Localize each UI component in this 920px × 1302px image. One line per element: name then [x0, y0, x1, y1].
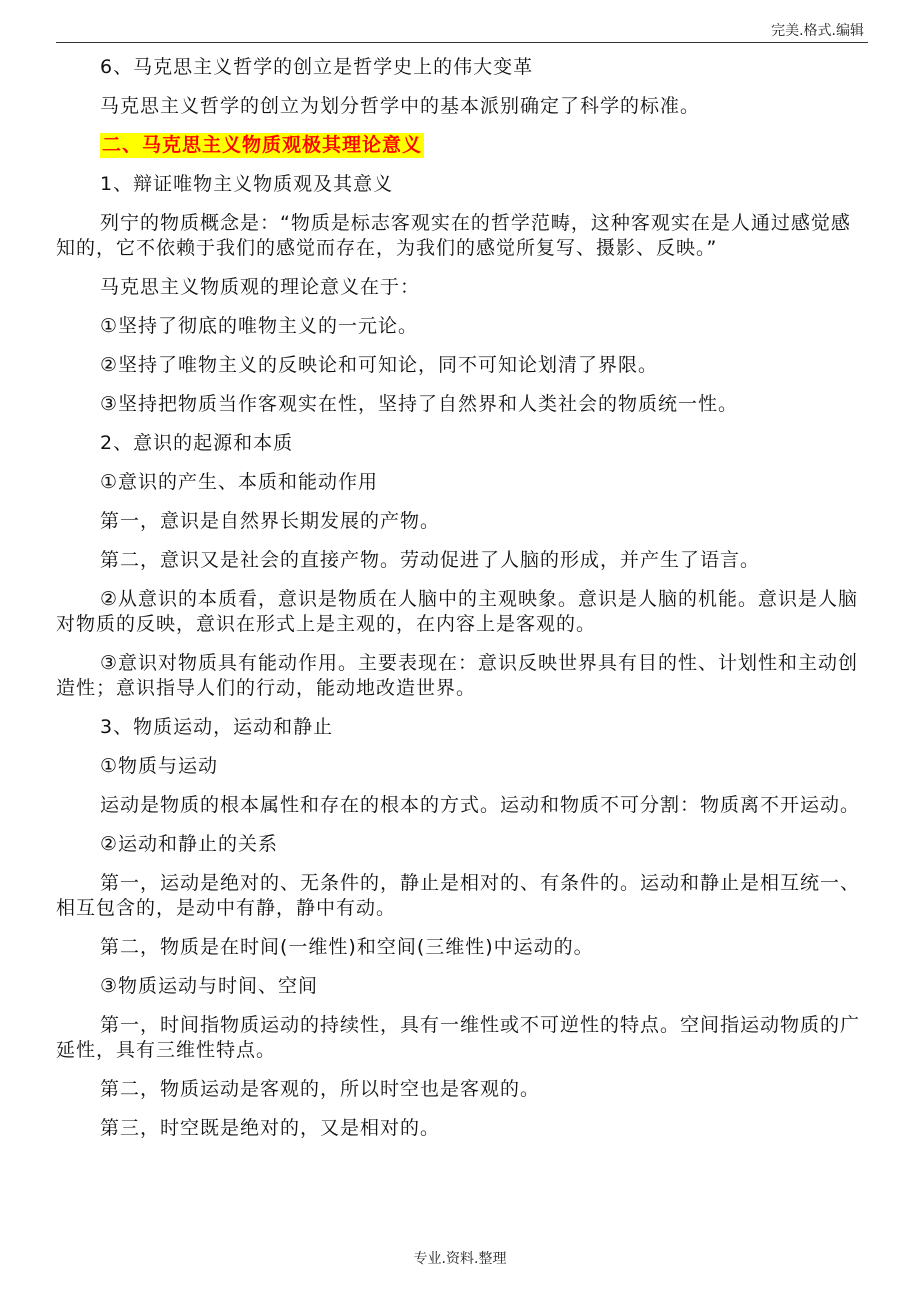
paragraph: ③意识对物质具有能动作用。主要表现在：意识反映世界具有目的性、计划性和主动创造性；意识指导人们的行动，能动地改造世界。 — [56, 652, 859, 699]
sub-heading: ①意识的产生、本质和能动作用 — [100, 471, 379, 493]
paragraph: 马克思主义哲学的创立为划分哲学中的基本派别确定了科学的标准。 — [100, 95, 701, 117]
sub-heading: ②运动和静止的关系 — [100, 833, 279, 855]
paragraph: 马克思主义物质观的理论意义在于： — [100, 276, 421, 298]
header-divider — [56, 42, 868, 43]
paragraph: 第一，时间指物质运动的持续性，具有一维性或不可逆性的特点。空间指运动物质的广延性，具有三维性特点。 — [56, 1014, 861, 1061]
sub-heading: ①物质与运动 — [100, 755, 219, 777]
section-heading: 1、辩证唯物主义物质观及其意义 — [100, 173, 394, 195]
paragraph: 运动是物质的根本属性和存在的根本的方式。运动和物质不可分割：物质离不开运动。 — [100, 794, 861, 816]
section-heading: 6、马克思主义哲学的创立是哲学史上的伟大变革 — [100, 56, 534, 78]
paragraph: 第二，物质运动是客观的，所以时空也是客观的。 — [100, 1078, 541, 1100]
document-body — [56, 55, 860, 1155]
page-footer: 专业.资料.整理 — [413, 1251, 507, 1267]
highlighted-heading-line — [56, 133, 860, 158]
sub-heading: ③物质运动与时间、空间 — [100, 975, 319, 997]
paragraph: 第二，意识又是社会的直接产物。劳动促进了人脑的形成，并产生了语言。 — [100, 549, 761, 571]
paragraph: ②从意识的本质看，意识是物质在人脑中的主观映象。意识是人脑的机能。意识是人脑对物质的反映，意识在形式上是主观的，在内容上是客观的。 — [56, 588, 859, 635]
paragraph: 列宁的物质概念是：“物质是标志客观实在的哲学范畴，这种客观实在是人通过感觉感知的，它不依赖于我们的感觉而存在，为我们的感觉所复写、摄影、反映。” — [56, 212, 851, 259]
paragraph: 第二，物质是在时间(一维性)和空间(三维性)中运动的。 — [100, 936, 594, 958]
highlighted-heading: 二、马克思主义物质观极其理论意义 — [102, 134, 423, 156]
section-heading: 3、物质运动，运动和静止 — [100, 716, 334, 738]
list-item: ②坚持了唯物主义的反映论和可知论，同不可知论划清了界限。 — [100, 354, 659, 376]
list-item: ③坚持把物质当作客观实在性，坚持了自然界和人类社会的物质统一性。 — [100, 393, 739, 415]
header-text: 完美.格式.编辑 — [771, 23, 864, 39]
paragraph: 第三，时空既是绝对的，又是相对的。 — [100, 1117, 441, 1139]
paragraph: 第一，运动是绝对的、无条件的，静止是相对的、有条件的。运动和静止是相互统一、相互包含的，是动中有静，静中有动。 — [56, 872, 861, 919]
paragraph: 第一，意识是自然界长期发展的产物。 — [100, 510, 441, 532]
list-item: ①坚持了彻底的唯物主义的一元论。 — [100, 315, 419, 337]
section-heading: 2、意识的起源和本质 — [100, 432, 294, 454]
